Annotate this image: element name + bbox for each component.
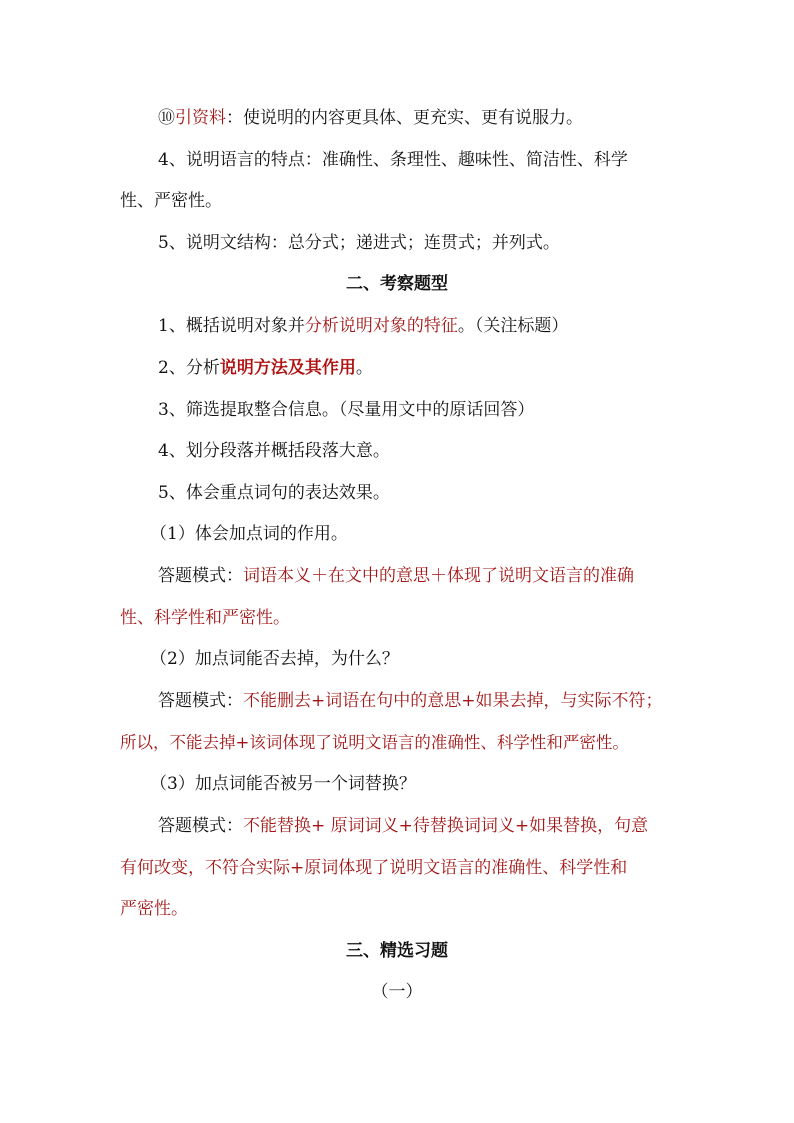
sub-answer-1-line1 (158, 564, 718, 588)
sub-question-2: （2）加点词能否去掉，为什么？ (150, 649, 399, 669)
question-1-highlight: 分析说明对象的特征 (304, 316, 458, 336)
answer-text: 不能删去+词语在句中的意思+如果去掉，与实际不符； (243, 691, 663, 711)
item-4-line2: 性、严密性。 (120, 191, 222, 211)
sub-answer-3-line3: 严密性。 (120, 899, 188, 919)
item-4-line1: 4、说明语言的特点：准确性、条理性、趣味性、简洁性、科学 (158, 150, 628, 170)
question-2-prefix: 2、分析 (158, 358, 220, 378)
answer-label: 答题模式： (158, 691, 243, 711)
question-1-suffix: 。（关注标题） (457, 316, 569, 336)
item-10-prefix: ⑩ (158, 108, 175, 128)
answer-text: 词语本义＋在文中的意思＋体现了说明文语言的准确 (243, 566, 634, 586)
section-2-heading: 二、考察题型 (346, 274, 448, 294)
question-2-highlight: 说明方法及其作用 (219, 358, 356, 378)
question-3: 3、筛选提取整合信息。（尽量用文中的原话回答） (158, 400, 535, 420)
sub-answer-2-line2: 所以，不能去掉+该词体现了说明文语言的准确性、科学性和严密性。 (120, 733, 629, 752)
section-3-subheading: （一） (371, 982, 423, 1002)
sub-answer-3-line1 (158, 814, 718, 838)
sub-answer-3-line2: 有何改变，不符合实际+原词体现了说明文语言的准确性、科学性和 (120, 858, 628, 878)
sub-question-1: （1）体会加点词的作用。 (150, 524, 348, 544)
sub-answer-1-line2: 性、科学性和严密性。 (120, 608, 290, 628)
sub-question-3: （3）加点词能否被另一个词替换？ (150, 774, 416, 794)
question-1 (158, 314, 718, 338)
sub-answer-2-line1 (158, 689, 718, 713)
question-2 (158, 356, 718, 380)
item-10-label: 引资料 (175, 108, 226, 128)
item-10 (158, 106, 718, 130)
answer-label: 答题模式： (158, 816, 243, 836)
question-5: 5、体会重点词句的表达效果。 (158, 483, 390, 503)
question-1-prefix: 1、概括说明对象并 (158, 316, 305, 336)
question-2-suffix: 。 (355, 358, 373, 378)
item-5: 5、说明文结构：总分式；递进式；连贯式；并列式。 (158, 233, 560, 253)
answer-text: 不能替换+ 原词词义+待替换词词义+如果替换，句意 (243, 816, 649, 836)
question-4: 4、划分段落并概括段落大意。 (158, 441, 390, 461)
answer-label: 答题模式： (158, 566, 243, 586)
item-10-text: ：使说明的内容更具体、更充实、更有说服力。 (226, 108, 583, 128)
section-3-heading: 三、精选习题 (346, 941, 448, 961)
